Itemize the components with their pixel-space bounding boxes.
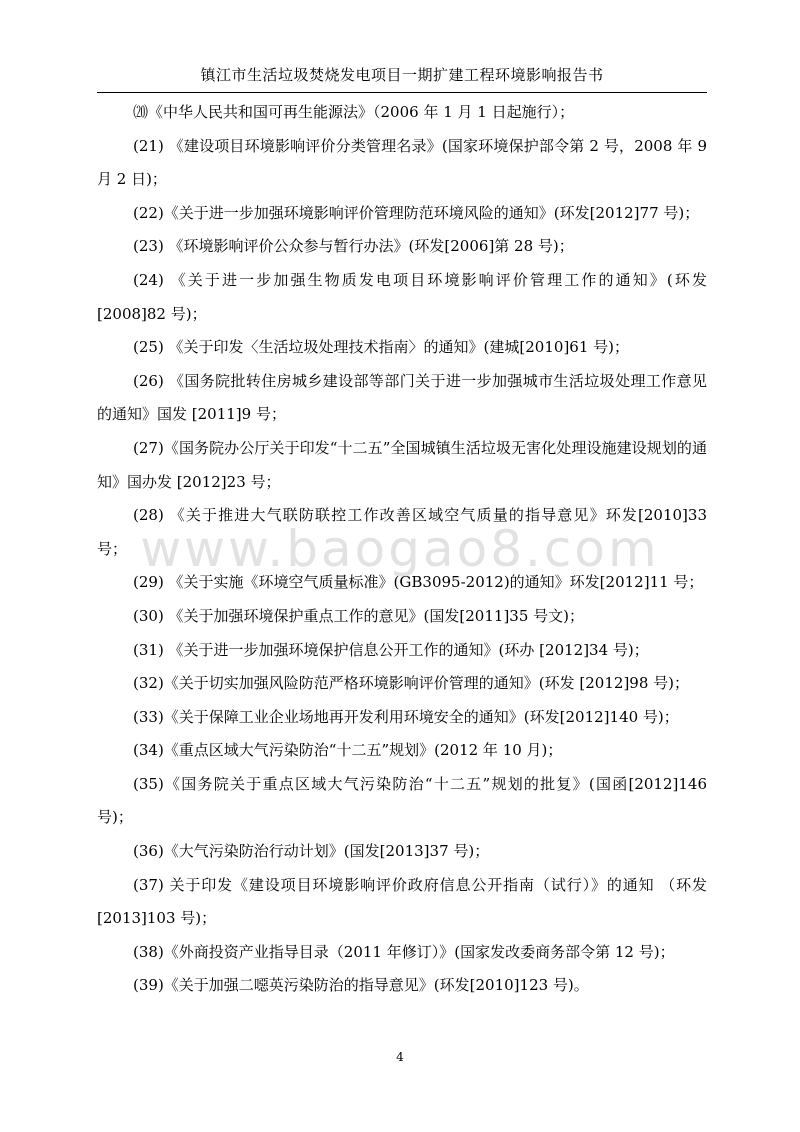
reference-item: (38)《外商投资产业指导目录（2011 年修订）》(国家发改委商务部令第 12 号)；	[133, 942, 675, 961]
reference-item: (34)《重点区域大气污染防治“十二五”规划》(2012 年 10 月)；	[133, 741, 563, 760]
reference-item: (22)《关于进一步加强环境影响评价管理防范环境风险的通知》(环发[2012]77 号)；	[133, 203, 700, 222]
reference-item: (26) 《国务院批转住房城乡建设部等部门关于进一步加强城市生活垃圾处理工作意见的通知》国发 [2011]9 号；	[97, 371, 707, 424]
page-header	[97, 64, 707, 93]
reference-item: (29) 《关于实施《环境空气质量标准》(GB3095-2012)的通知》环发[2012]11 号；	[133, 573, 704, 592]
reference-item: (24) 《关于进一步加强生物质发电项目环境影响评价管理工作的通知》(环发[2008]82 号)；	[97, 270, 707, 323]
reference-item: (33)《关于保障工业企业场地再开发利用环境安全的通知》(环发[2012]140 号)；	[133, 707, 679, 726]
reference-item: (39)《关于加强二噁英污染防治的指导意见》(环发[2010]123 号)。	[133, 976, 589, 995]
reference-item: (27)《国务院办公厅关于印发“十二五”全国城镇生活垃圾无害化处理设施建设规划的通知》国办发 [2012]23 号；	[97, 438, 707, 491]
reference-item: (32)《关于切实加强风险防范严格环境影响评价管理的通知》(环发 [2012]98 号)；	[133, 674, 689, 693]
reference-item: (35)《国务院关于重点区域大气污染防治“十二五”规划的批复》(国函[2012]146 号)；	[97, 774, 707, 827]
page-number: 4	[396, 1050, 404, 1064]
reference-item: ⒇《中华人民共和国可再生能源法》（2006 年 1 月 1 日起施行）；	[133, 103, 575, 121]
reference-item: (36)《大气污染防治行动计划》(国发[2013]37 号)；	[133, 842, 490, 861]
reference-item: (28) 《关于推进大气联防联控工作改善区域空气质量的指导意见》环发[2010]33 号；	[97, 506, 707, 558]
reference-item: (23) 《环境影响评价公众参与暂行办法》(环发[2006]第 28 号)；	[133, 237, 574, 256]
reference-item: (31) 《关于进一步加强环境保护信息公开工作的通知》(环办 [2012]34 号)；	[133, 640, 649, 659]
reference-item: (25) 《关于印发〈生活垃圾处理技术指南〉的通知》(建城[2010]61 号)；	[133, 338, 629, 357]
reference-list	[97, 96, 707, 1003]
reference-item: (37) 关于印发《建设项目环境影响评价政府信息公开指南（试行）》的通知 （环发[2013]103 号)；	[97, 875, 707, 928]
watermark: www.baogao8.com	[140, 520, 660, 578]
document-title: 镇江市生活垃圾焚烧发电项目一期扩建工程环境影响报告书	[200, 66, 604, 84]
reference-item: (21) 《建设项目环境影响评价分类管理名录》(国家环境保护部令第 2 号，2008 年 9 月 2 日)；	[97, 136, 707, 189]
reference-item: (30) 《关于加强环境保护重点工作的意见》(国发[2011]35 号文)；	[133, 606, 584, 625]
